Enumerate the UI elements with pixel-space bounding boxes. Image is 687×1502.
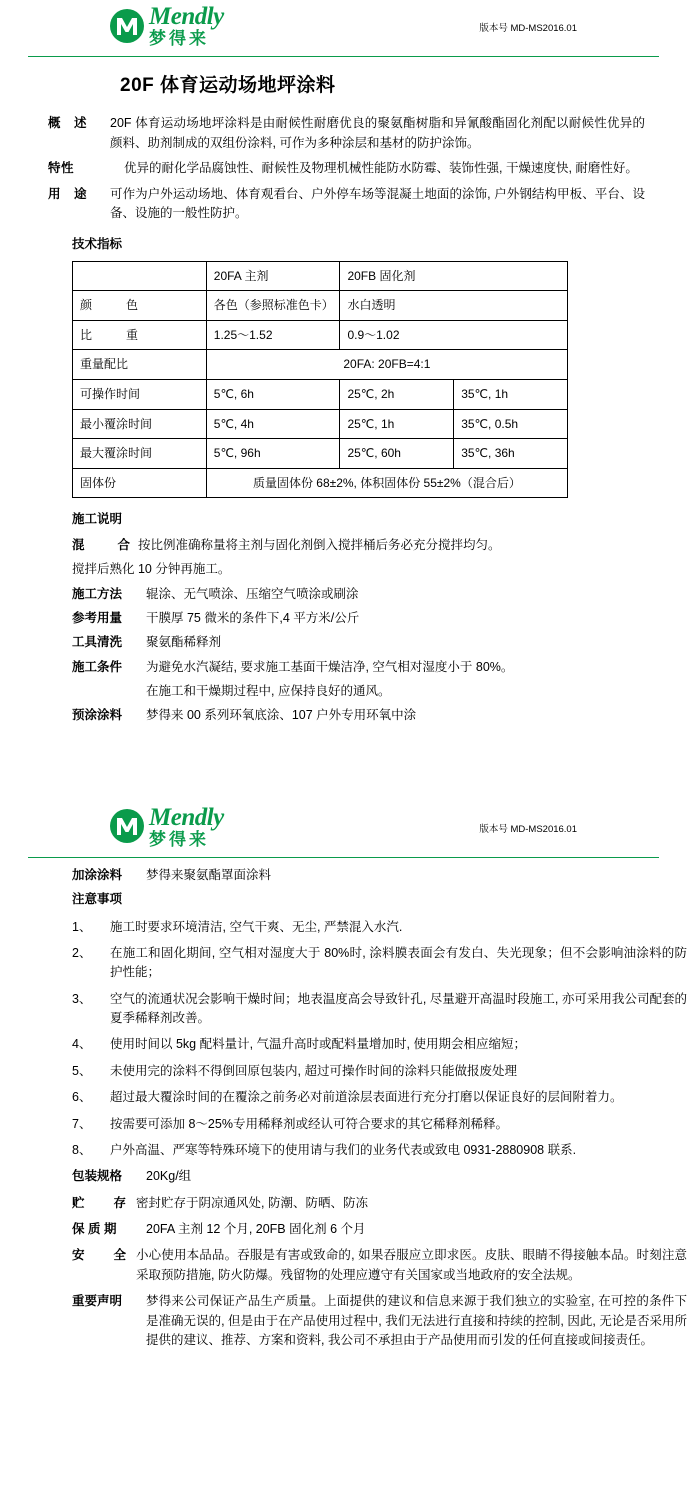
cell-density-20fb: 0.9～1.02 [340,320,568,350]
construction-label-mix: 混 合 [72,537,130,552]
feature-text: 优异的耐化学品腐蚀性、耐候性及物理机械性能防水防霉、装饰性强, 干燥速度快, 耐磨性好。 [124,161,638,176]
shelf-life-row [72,1220,687,1239]
construction-label-conditions: 施工条件 [72,659,123,674]
row-label-color: 颜 色 [73,291,207,321]
shelf-life-value: 20FA 主剂 12 个月, 20FB 固化剂 6 个月 [146,1222,366,1237]
note-text: 在施工和固化期间, 空气相对湿度大于 80%时, 涂料膜表面会有发白、失光现象；但不会影响油涂料的防护性能； [110,945,687,980]
version-label: 版本号 MD-MS2016.01 [479,23,577,34]
construction-row-cleaning [72,633,687,652]
brand-name-cn: 梦得来 [149,829,209,849]
table-header-blank [73,261,207,291]
note-number: 6、 [72,1090,92,1105]
cell-solids-value: 质量固体份 68±2%, 体积固体份 55±2%（混合后） [206,468,567,498]
cell-pot-life-25c: 25℃, 2h [340,380,454,410]
cell-min-recoat-25c: 25℃, 1h [340,409,454,439]
table-row [73,468,568,498]
list-item [72,918,687,937]
construction-value-primer: 梦得来 00 系列环氧底涂、107 户外专用环氧中涂 [146,708,417,723]
page-break-space [0,731,687,791]
note-text: 超过最大覆涂时间的在覆涂之前务必对前道涂层表面进行充分打磨以保证良好的层间附着力。 [110,1090,623,1105]
cell-max-recoat-25c: 25℃, 60h [340,439,454,469]
cell-min-recoat-35c: 35℃, 0.5h [454,409,568,439]
construction-label-primer: 预涂涂料 [72,708,123,723]
packaging-value: 20Kg/组 [146,1169,192,1184]
use-text: 可作为户外运动场地、体育观看台、户外停车场等混凝土地面的涂饰, 户外钢结构甲板、平台、设备、设施的一般性防护。 [110,186,645,220]
construction-row-mix [72,536,687,555]
use-label: 用 途 [48,186,88,201]
version-label-2: 版本号 MD-MS2016.01 [479,823,577,835]
note-number: 3、 [72,991,92,1006]
construction-label-method: 施工方法 [72,586,123,601]
list-item [72,1062,687,1081]
notes-heading: 注意事项 [72,892,123,907]
note-number: 1、 [72,919,92,934]
brand-name-en: Mendly [149,803,224,831]
construction-row-primer [72,706,687,725]
shelf-life-label: 保 质 期 [72,1222,117,1237]
note-text: 按需要可添加 8～25%专用稀释剂或经认可符合要求的其它稀释剂稀释。 [110,1116,508,1131]
cell-ratio-value: 20FA: 20FB=4:1 [206,350,567,380]
construction-conditions-continuation: 在施工和干燥期过程中, 应保持良好的通风。 [146,684,391,699]
cell-color-20fb: 水白透明 [340,291,568,321]
topcoat-label: 加涂涂料 [72,867,123,882]
cell-max-recoat-35c: 35℃, 36h [454,439,568,469]
spec-table [72,261,568,499]
safety-value: 小心使用本品品。吞服是有害或致命的, 如果吞服应立即求医。皮肤、眼睛不得接触本品。时刻注意采取预防措施, 防火防爆。残留物的处理应遵守有关国家或当地政府的安全法规。 [136,1248,687,1282]
construction-label-coverage: 参考用量 [72,610,123,625]
row-label-pot-life: 可操作时间 [73,380,207,410]
cell-pot-life-5c: 5℃, 6h [206,380,340,410]
construction-value-coverage: 干膜厚 75 微米的条件下,4 平方米/公斤 [146,610,360,625]
construction-row-conditions [72,658,687,677]
mendly-m-logo-icon [110,809,144,843]
table-row [73,291,568,321]
mendly-m-logo-icon [110,9,144,43]
note-number: 4、 [72,1037,92,1052]
note-text: 未使用完的涂料不得倒回原包装内, 超过可操作时间的涂料只能做报废处理 [110,1063,517,1078]
page-title: 20F 体育运动场地坪涂料 [120,75,336,96]
construction-label-cleaning: 工具清洗 [72,635,123,650]
header-divider [28,56,659,57]
intro-text: 20F 体育运动场地坪涂料是由耐候性耐磨优良的聚氨酯树脂和异氰酸酯固化剂配以耐候性优异的颜料、助剂制成的双组份涂料, 可作为多种涂层和基材的防护涂饰。 [110,116,645,150]
note-number: 8、 [72,1142,92,1157]
storage-row [72,1194,687,1213]
table-header-20fa: 20FA 主剂 [206,261,340,291]
row-label-min-recoat: 最小覆涂时间 [73,409,207,439]
table-row [73,439,568,469]
table-row [73,350,568,380]
document-page-2 [0,801,687,1368]
packaging-label: 包装规格 [72,1169,123,1184]
cell-density-20fa: 1.25～1.52 [206,320,340,350]
safety-row [72,1246,687,1285]
statement-row [72,1292,687,1350]
brand-logo-2 [110,805,224,848]
packaging-row [72,1167,687,1186]
construction-row-coverage [72,609,687,628]
cell-pot-life-35c: 35℃, 1h [454,380,568,410]
table-row [73,380,568,410]
feature-label: 特性 [48,161,75,176]
construction-value-mix: 按比例准确称量将主剂与固化剂倒入搅拌桶后务必充分搅拌均匀。 [138,537,501,552]
construction-value-conditions: 为避免水汽凝结, 要求施工基面干燥洁净, 空气相对湿度小于 80%。 [146,659,514,674]
topcoat-value: 梦得来聚氨酯罩面涂料 [146,867,272,882]
construction-mix-continuation: 搅拌后熟化 10 分钟再施工。 [72,562,231,577]
statement-value: 梦得来公司保证产品生产质量。上面提供的建议和信息来源于我们独立的实验室, 在可控的条件下是准确无误的, 但是由于在产品使用过程中, 我们无法进行直接和持续的控制, 因此, 无论是否采用所提供的建议、推荐、方案和资料, 我公司不承担由于产品使用而引发的任何直接或间接责任。 [146,1294,687,1347]
storage-value: 密封贮存于阴凉通风处, 防潮、防晒、防冻 [136,1195,368,1210]
table-header-20fb: 20FB 固化剂 [340,261,568,291]
page-header [0,0,687,52]
topcoat-row [72,866,687,885]
intro-label: 概 述 [48,116,88,131]
note-number: 5、 [72,1063,92,1078]
note-text: 施工时要求环境清洁, 空气干爽、无尘, 严禁混入水汽. [110,919,403,934]
use-row [48,185,645,224]
construction-value-method: 辊涂、无气喷涂、压缩空气喷涂或刷涂 [146,586,359,601]
cell-min-recoat-5c: 5℃, 4h [206,409,340,439]
note-number: 7、 [72,1116,92,1131]
cell-color-20fa: 各色（参照标准色卡） [206,291,340,321]
spec-heading: 技术指标 [72,237,123,252]
list-item [72,1141,687,1160]
construction-value-cleaning: 聚氨酯稀释剂 [146,635,222,650]
feature-row [48,159,645,178]
page-header-2 [0,801,687,853]
note-text: 空气的流通状况会影响干燥时间；地表温度高会导致针孔, 尽量避开高温时段施工, 亦可采用我公司配套的夏季稀释剂改善。 [110,991,687,1026]
safety-label: 安 全 [72,1248,126,1263]
statement-label: 重要声明 [72,1294,123,1309]
list-item [72,944,687,983]
list-item [72,1115,687,1134]
construction-row-method [72,585,687,604]
intro-row [48,114,645,153]
note-number: 2、 [72,945,92,960]
construction-conditions-continuation-row [72,682,687,701]
row-label-solids: 固体份 [73,468,207,498]
list-item [72,1088,687,1107]
table-header-row [73,261,568,291]
list-item [72,1035,687,1054]
table-row [73,409,568,439]
construction-heading: 施工说明 [72,512,123,527]
row-label-density: 比 重 [73,320,207,350]
brand-name-en: Mendly [149,3,224,30]
storage-label: 贮 存 [72,1195,126,1210]
table-row [73,320,568,350]
brand-name-cn: 梦得来 [149,29,209,48]
brand-logo [110,4,224,47]
row-label-ratio: 重量配比 [73,350,207,380]
note-text: 使用时间以 5kg 配料量计, 气温升高时或配料量增加时, 使用期会相应缩短； [110,1037,526,1052]
note-text: 户外高温、严寒等特殊环境下的使用请与我们的业务代表或致电 0931-2880908 联系. [110,1142,577,1157]
list-item [72,990,687,1029]
cell-max-recoat-5c: 5℃, 96h [206,439,340,469]
row-label-max-recoat: 最大覆涂时间 [73,439,207,469]
